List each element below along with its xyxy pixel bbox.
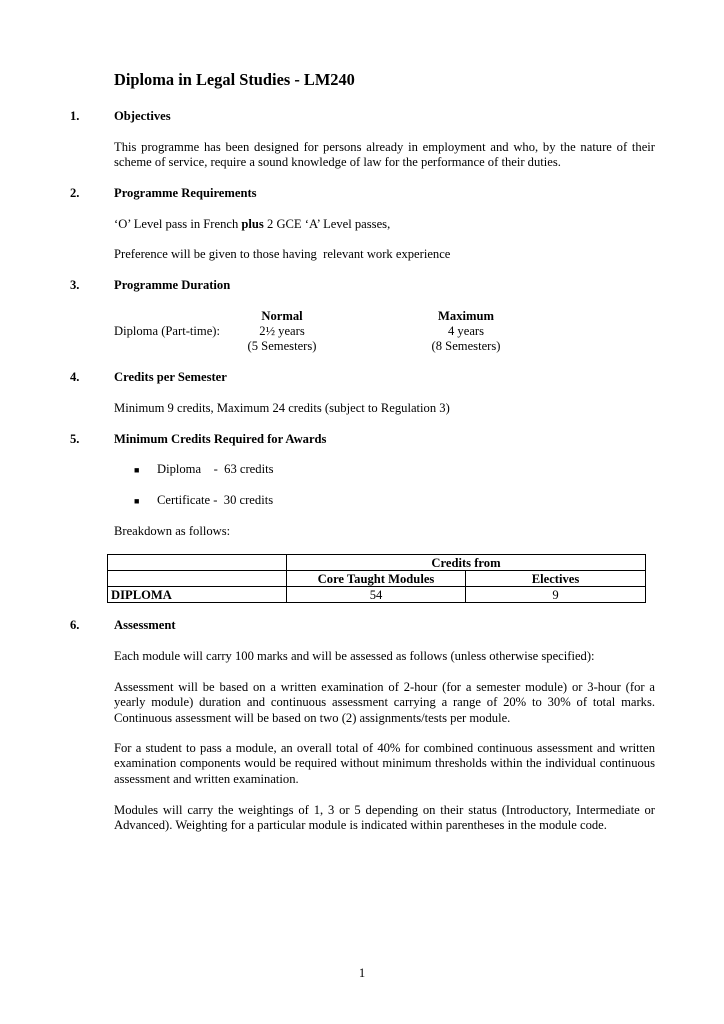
requirement-line xyxy=(114,217,390,232)
table-row xyxy=(108,587,646,603)
section-number-2: 2. xyxy=(70,186,80,200)
duration-col-maximum: Maximum xyxy=(438,309,494,323)
assessment-paragraph-1: Each module will carry 100 marks and will be assessed as follows (unless otherwise specified): xyxy=(114,649,595,663)
section-number-1: 1. xyxy=(70,109,80,123)
bullet-marker: ■ xyxy=(134,496,140,506)
assessment-paragraph-4: Modules will carry the weightings of 1, 3 or 5 depending on their status (Introductory, Intermediate or Advanced). Weighting for a particular module is indicated within parentheses in the module code. xyxy=(114,803,655,833)
requirement-text-post: 2 GCE ‘A’ Level passes, xyxy=(263,217,391,231)
table-row xyxy=(108,571,646,587)
assessment-paragraph-3: For a student to pass a module, an overall total of 40% for combined continuous assessment and written examination components would be required without minimum thresholds within the individual continuous assessment and written examination. xyxy=(114,741,655,786)
breakdown-text: Breakdown as follows: xyxy=(114,524,231,538)
duration-normal-years: 2½ years xyxy=(259,324,305,338)
duration-row-label: Diploma (Part-time): xyxy=(114,324,220,338)
requirement-text-bold: plus xyxy=(241,217,264,231)
bullet-marker: ■ xyxy=(134,465,140,475)
core-modules-header: Core Taught Modules xyxy=(287,571,466,587)
section-heading-objectives: Objectives xyxy=(114,109,171,123)
section-number-6: 6. xyxy=(70,618,80,632)
requirement-text-pre: ‘O’ Level pass in French xyxy=(114,217,242,231)
table-cell-empty xyxy=(108,555,287,571)
award-item-diploma: Diploma - 63 credits xyxy=(157,462,274,476)
preference-line: Preference will be given to those having relevant work experience xyxy=(114,247,451,261)
page-number: 1 xyxy=(358,966,366,980)
section-heading-requirements: Programme Requirements xyxy=(114,186,257,200)
section-heading-assessment: Assessment xyxy=(114,618,176,632)
duration-max-semesters: (8 Semesters) xyxy=(431,339,501,353)
diploma-elective-credits: 9 xyxy=(466,587,646,603)
objectives-paragraph: This programme has been designed for persons already in employment and who, by the nature of their scheme of service, require a sound knowledge of law for the performance of their duties. xyxy=(114,140,655,170)
section-heading-minimum-credits: Minimum Credits Required for Awards xyxy=(114,432,327,446)
table-row xyxy=(108,555,646,571)
credits-per-semester-text: Minimum 9 credits, Maximum 24 credits (subject to Regulation 3) xyxy=(114,401,450,415)
document-title: Diploma in Legal Studies - LM240 xyxy=(114,70,355,89)
section-number-4: 4. xyxy=(70,370,80,384)
credits-from-header: Credits from xyxy=(287,555,646,571)
diploma-core-credits: 54 xyxy=(287,587,466,603)
section-heading-duration: Programme Duration xyxy=(114,278,231,292)
diploma-row-label: DIPLOMA xyxy=(108,587,287,603)
duration-normal-semesters: (5 Semesters) xyxy=(247,339,317,353)
assessment-paragraph-2: Assessment will be based on a written examination of 2-hour (for a semester module) or 3-hour (for a yearly module) duration and continuous assessment carrying a range of 20% to 30% of total marks. Continuous assessment will be based on two (2) assignments/tests per module. xyxy=(114,680,655,725)
award-item-certificate: Certificate - 30 credits xyxy=(157,493,274,507)
credits-table xyxy=(107,554,646,603)
duration-col-normal: Normal xyxy=(261,309,303,323)
section-number-3: 3. xyxy=(70,278,80,292)
table-cell-empty xyxy=(108,571,287,587)
duration-max-years: 4 years xyxy=(447,324,485,338)
section-heading-credits-per-semester: Credits per Semester xyxy=(114,370,227,384)
electives-header: Electives xyxy=(466,571,646,587)
section-number-5: 5. xyxy=(70,432,80,446)
